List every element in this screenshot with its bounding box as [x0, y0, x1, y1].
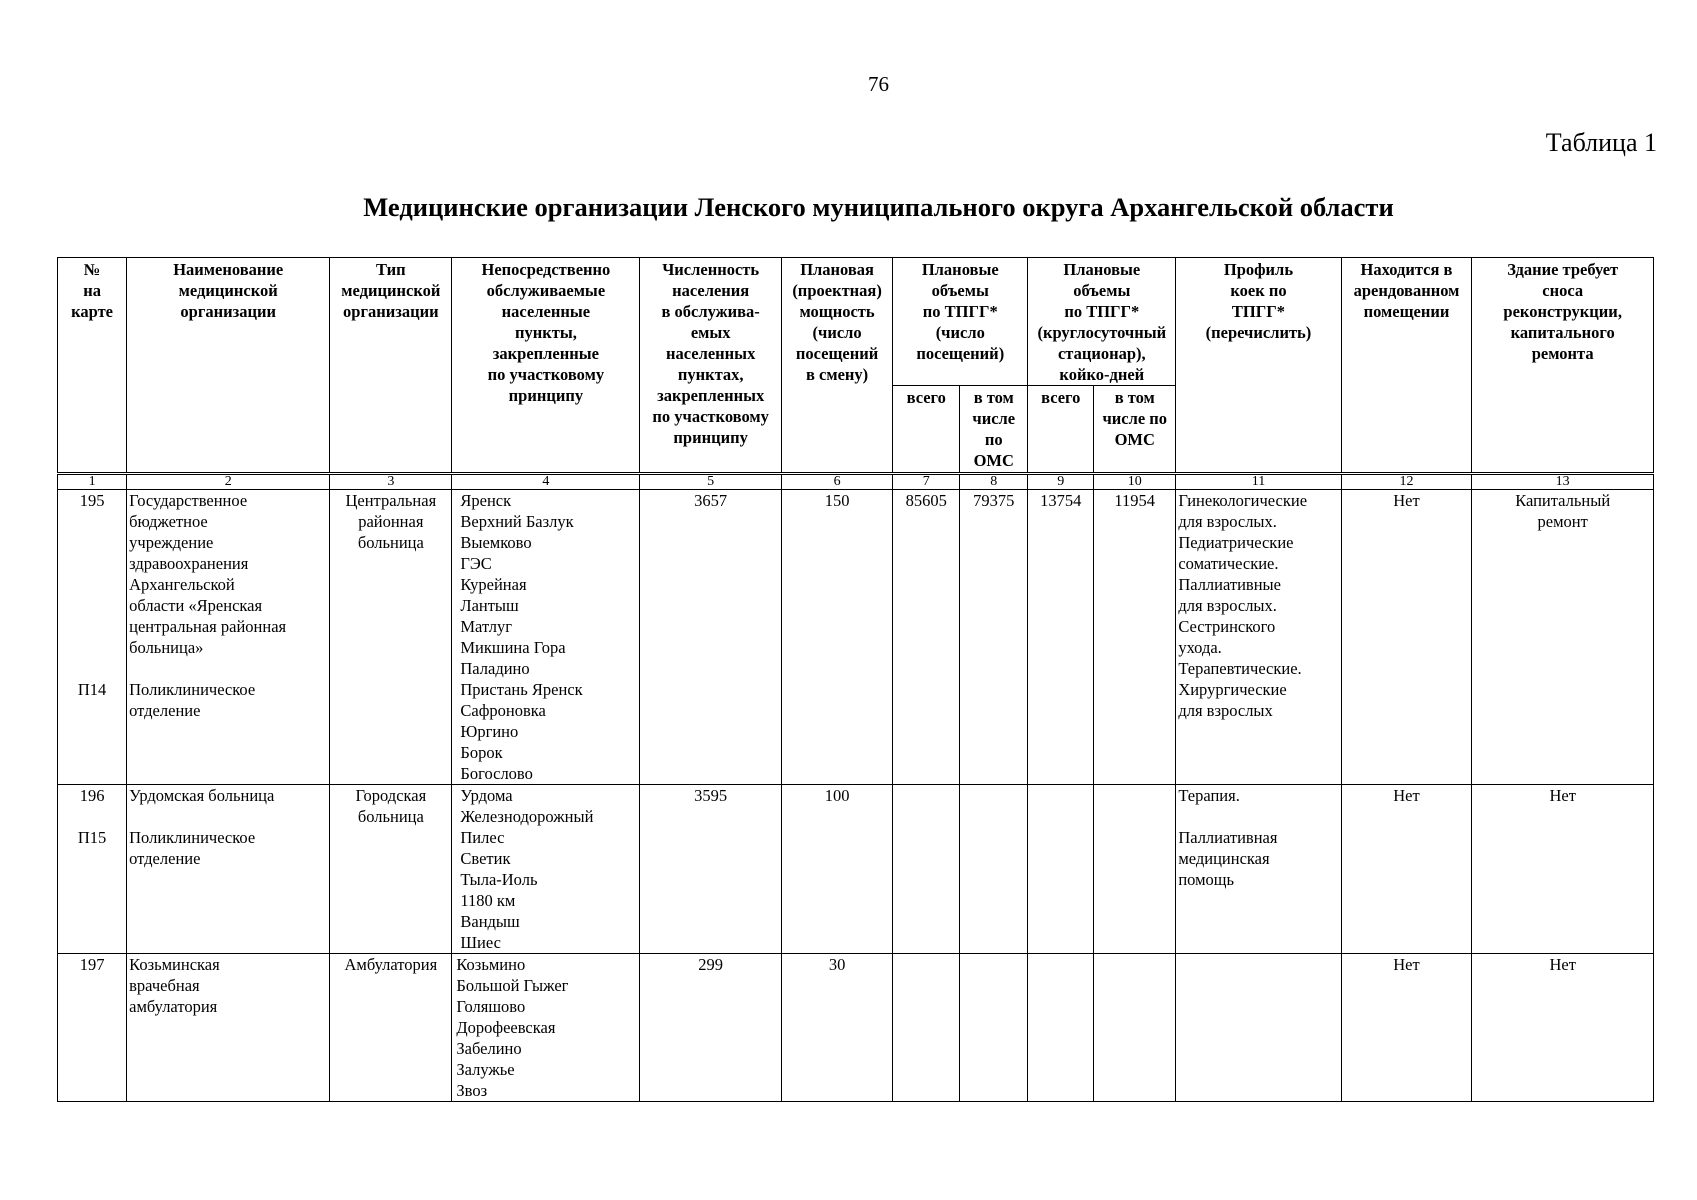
text-line: числе: [972, 409, 1016, 428]
table-header: [58, 258, 1654, 474]
header-visits-total: [893, 386, 960, 474]
text-line: Лантыш: [460, 596, 519, 615]
organizations-table: [57, 257, 1654, 1102]
text-line: учреждение: [129, 533, 214, 552]
text-line: 197: [79, 955, 105, 974]
text-line: [60, 637, 124, 658]
bed-profile-cell: [1176, 490, 1341, 785]
header-capacity: [781, 258, 892, 474]
text-line: ТПГГ*: [1231, 302, 1286, 321]
table-caption: Таблица 1: [1545, 128, 1657, 157]
text-line: соматические.: [1178, 554, 1279, 573]
text-line: закрепленные: [492, 344, 599, 363]
page-number: 76: [868, 72, 889, 96]
organization-name-cell: [127, 490, 330, 785]
text-line: всего: [1041, 388, 1081, 407]
table-row: [58, 785, 1654, 954]
text-line: Козьминская: [129, 955, 220, 974]
text-line: объемы: [931, 281, 989, 300]
text-line: Борок: [460, 743, 503, 762]
text-line: [60, 616, 124, 637]
organization-type-cell: [330, 490, 452, 785]
text-line: Педиатрические: [1178, 533, 1294, 552]
text-line: посещений): [916, 344, 1005, 363]
text-line: Плановые: [1063, 260, 1141, 279]
table-row: [58, 954, 1654, 1102]
text-line: больница»: [129, 638, 204, 657]
population-cell: 3595: [640, 785, 782, 954]
text-line: Терапия.: [1178, 786, 1240, 805]
text-line: по: [984, 430, 1003, 449]
organization-type-cell: [330, 954, 452, 1102]
column-number: 2: [127, 474, 330, 490]
text-line: закрепленных: [657, 386, 765, 405]
text-line: организации: [343, 302, 439, 321]
table-row: [58, 490, 1654, 785]
beddays-total-cell: [1028, 954, 1094, 1102]
text-line: по участковому: [652, 407, 769, 426]
text-line: здравоохранения: [129, 554, 249, 573]
text-line: Сестринского: [1178, 617, 1276, 636]
text-line: Паллиативные: [1178, 575, 1281, 594]
text-line: [60, 532, 124, 553]
text-line: Сафроновка: [460, 701, 546, 720]
text-line: 195: [79, 491, 105, 510]
header-bed-profile: [1176, 258, 1341, 474]
text-line: посещений: [795, 344, 879, 363]
text-line: Амбулатория: [344, 955, 438, 974]
text-line: [60, 553, 124, 574]
settlements-cell: [452, 785, 640, 954]
text-line: ГЭС: [460, 554, 492, 573]
beddays-oms-cell: [1094, 954, 1176, 1102]
text-line: Плановые: [921, 260, 999, 279]
text-line: принципу: [508, 386, 584, 405]
column-number: 1: [58, 474, 127, 490]
beddays-total-cell: 13754: [1028, 490, 1094, 785]
header-settlements: [452, 258, 640, 474]
document-title: Медицинские организации Ленского муниципального округа Архангельской области: [363, 192, 1394, 222]
visits-oms-cell: [960, 785, 1028, 954]
text-line: коек по: [1230, 281, 1287, 300]
header-building-repair: [1472, 258, 1654, 474]
map-number-cell: [58, 954, 127, 1102]
organization-type-cell: [330, 785, 452, 954]
column-number: 3: [330, 474, 452, 490]
beddays-total-cell: [1028, 785, 1094, 954]
population-cell: 299: [640, 954, 782, 1102]
text-line: по участковому: [487, 365, 605, 384]
text-line: Юргино: [460, 722, 519, 741]
text-line: карте: [71, 302, 114, 321]
text-line: Пристань Яренск: [460, 680, 583, 699]
settlements-cell: [452, 954, 640, 1102]
text-line: (число: [812, 323, 862, 342]
text-line: Архангельской: [129, 575, 235, 594]
text-line: Большой Гыжег: [456, 976, 569, 995]
beddays-oms-cell: 11954: [1094, 490, 1176, 785]
text-line: Поликлиническое: [129, 828, 256, 847]
text-line: амбулатория: [129, 997, 218, 1016]
text-line: на: [83, 281, 101, 300]
text-line: по ТПГГ*: [922, 302, 998, 321]
header-map-number: [58, 258, 127, 474]
text-line: ремонт: [1537, 512, 1588, 531]
text-line: помощь: [1178, 870, 1234, 889]
text-line: ОМС: [973, 451, 1014, 470]
text-line: ОМС: [1114, 430, 1155, 449]
text-line: Терапевтические.: [1178, 659, 1302, 678]
text-line: Пилес: [460, 828, 505, 847]
map-number-cell: [58, 785, 127, 954]
text-line: врачебная: [129, 976, 200, 995]
text-line: Урдомская больница: [129, 786, 275, 805]
text-line: Нет: [1549, 955, 1576, 974]
text-line: [60, 511, 124, 532]
text-line: (проектная): [792, 281, 882, 300]
text-line: сноса: [1542, 281, 1584, 300]
text-line: отделение: [129, 849, 201, 868]
text-line: Поликлиническое: [129, 680, 256, 699]
building-repair-cell: [1472, 490, 1654, 785]
text-line: пункты,: [514, 323, 577, 342]
text-line: койко-дней: [1059, 365, 1145, 384]
text-line: Забелино: [456, 1039, 522, 1058]
text-line: в том: [1114, 388, 1155, 407]
text-line: Капитальный: [1515, 491, 1611, 510]
header-planned-beddays: [1028, 258, 1176, 386]
text-line: [129, 806, 327, 827]
text-line: медицинской: [341, 281, 441, 300]
text-line: Плановая: [800, 260, 874, 279]
text-line: Железнодорожный: [460, 807, 594, 826]
text-line: 196: [79, 786, 105, 805]
text-line: принципу: [673, 428, 748, 447]
text-line: в смену): [805, 365, 869, 384]
text-line: Профиль: [1223, 260, 1294, 279]
visits-total-cell: [893, 785, 960, 954]
text-line: больница: [357, 533, 424, 552]
text-line: Светик: [460, 849, 511, 868]
text-line: Здание требует: [1507, 260, 1619, 279]
text-line: Находится в: [1360, 260, 1453, 279]
text-line: стационар),: [1057, 344, 1146, 363]
text-line: Козьмино: [456, 955, 526, 974]
text-line: [60, 574, 124, 595]
text-line: Верхний Базлук: [460, 512, 574, 531]
text-line: всего: [906, 388, 946, 407]
text-line: мощность: [799, 302, 875, 321]
column-number: 4: [452, 474, 640, 490]
text-line: (круглосуточный: [1037, 323, 1167, 342]
text-line: Выемково: [460, 533, 532, 552]
text-line: Микшина Гора: [460, 638, 566, 657]
text-line: Курейная: [460, 575, 527, 594]
text-line: П14: [77, 680, 107, 699]
text-line: [60, 658, 124, 679]
text-line: ухода.: [1178, 638, 1222, 657]
text-line: Яренск: [460, 491, 512, 510]
text-line: Дорофеевская: [456, 1018, 556, 1037]
column-number-row: [58, 474, 1654, 490]
visits-oms-cell: [960, 954, 1028, 1102]
text-line: емых: [690, 323, 731, 342]
text-line: Тип: [376, 260, 406, 279]
text-line: Численность: [662, 260, 760, 279]
header-population: [640, 258, 782, 474]
visits-oms-cell: 79375: [960, 490, 1028, 785]
population-cell: 3657: [640, 490, 782, 785]
text-line: Тыла-Иоль: [460, 870, 538, 889]
text-line: в том: [973, 388, 1014, 407]
text-line: населения: [672, 281, 750, 300]
header-beddays-total: [1028, 386, 1094, 474]
header-rented: [1341, 258, 1472, 474]
map-number-cell: [58, 490, 127, 785]
text-line: Хирургические: [1178, 680, 1287, 699]
text-line: Гинекологические: [1178, 491, 1308, 510]
text-line: для взрослых.: [1178, 596, 1277, 615]
text-line: №: [83, 260, 101, 279]
visits-total-cell: 85605: [893, 490, 960, 785]
text-line: (число: [935, 323, 985, 342]
beddays-oms-cell: [1094, 785, 1176, 954]
text-line: числе по: [1102, 409, 1168, 428]
text-line: по ТПГГ*: [1064, 302, 1140, 321]
text-line: отделение: [129, 701, 201, 720]
column-number: 8: [960, 474, 1028, 490]
text-line: Центральная: [345, 491, 437, 510]
text-line: Залужье: [456, 1060, 515, 1079]
text-line: для взрослых: [1178, 701, 1273, 720]
organization-name-cell: [127, 954, 330, 1102]
column-number: 7: [893, 474, 960, 490]
capacity-cell: 100: [781, 785, 892, 954]
text-line: ремонта: [1531, 344, 1594, 363]
building-repair-cell: [1472, 785, 1654, 954]
text-line: Наименование: [173, 260, 284, 279]
column-number: 6: [781, 474, 892, 490]
text-line: помещении: [1363, 302, 1450, 321]
organization-name-cell: [127, 785, 330, 954]
text-line: населенных: [665, 344, 756, 363]
header-planned-visits: [893, 258, 1028, 386]
text-line: Непосредственно: [481, 260, 611, 279]
text-line: [129, 658, 327, 679]
header-beddays-oms: [1094, 386, 1176, 474]
column-number: 10: [1094, 474, 1176, 490]
text-line: организации: [180, 302, 276, 321]
text-line: Урдома: [460, 786, 513, 805]
bed-profile-cell: [1176, 785, 1341, 954]
text-line: Паладино: [460, 659, 530, 678]
rented-cell: Нет: [1341, 490, 1472, 785]
text-line: в обслужива-: [661, 302, 760, 321]
text-line: 1180 км: [460, 891, 516, 910]
text-line: П15: [77, 828, 107, 847]
text-line: Шиес: [460, 933, 501, 952]
text-line: Нет: [1549, 786, 1576, 805]
text-line: медицинской: [178, 281, 278, 300]
text-line: Голяшово: [456, 997, 526, 1016]
text-line: населенные: [501, 302, 591, 321]
building-repair-cell: [1472, 954, 1654, 1102]
text-line: Государственное: [129, 491, 248, 510]
text-line: больница: [357, 807, 424, 826]
visits-total-cell: [893, 954, 960, 1102]
bed-profile-cell: [1176, 954, 1341, 1102]
text-line: Богослово: [460, 764, 533, 783]
text-line: центральная районная: [129, 617, 287, 636]
text-line: капитального: [1510, 323, 1615, 342]
text-line: реконструкции,: [1503, 302, 1622, 321]
capacity-cell: 150: [781, 490, 892, 785]
rented-cell: Нет: [1341, 785, 1472, 954]
header-visits-oms: [960, 386, 1028, 474]
header-organization-type: [330, 258, 452, 474]
text-line: Паллиативная: [1178, 828, 1278, 847]
settlements-cell: [452, 490, 640, 785]
text-line: Звоз: [456, 1081, 488, 1100]
text-line: бюджетное: [129, 512, 208, 531]
text-line: пунктах,: [677, 365, 744, 384]
text-line: (перечислить): [1205, 323, 1312, 342]
text-line: районная: [358, 512, 424, 531]
text-line: обслуживаемые: [486, 281, 606, 300]
table-body: [58, 474, 1654, 1102]
text-line: [1178, 806, 1338, 827]
column-number: 9: [1028, 474, 1094, 490]
rented-cell: Нет: [1341, 954, 1472, 1102]
text-line: области «Яренская: [129, 596, 263, 615]
text-line: арендованном: [1353, 281, 1460, 300]
text-line: [60, 595, 124, 616]
text-line: для взрослых.: [1178, 512, 1277, 531]
text-line: объемы: [1073, 281, 1131, 300]
column-number: 11: [1176, 474, 1341, 490]
text-line: медицинская: [1178, 849, 1270, 868]
text-line: [60, 806, 124, 827]
header-organization-name: [127, 258, 330, 474]
capacity-cell: 30: [781, 954, 892, 1102]
column-number: 13: [1472, 474, 1654, 490]
text-line: Вандыш: [460, 912, 520, 931]
column-number: 5: [640, 474, 782, 490]
text-line: Городская: [355, 786, 427, 805]
column-number: 12: [1341, 474, 1472, 490]
text-line: Матлуг: [460, 617, 512, 636]
